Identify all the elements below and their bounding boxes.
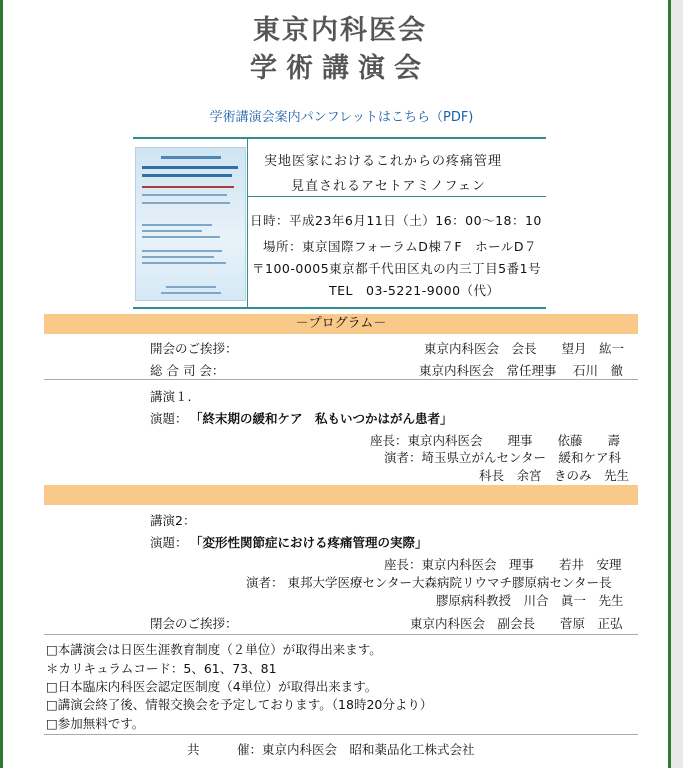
- title-line-1: 東京内科医会: [253, 15, 427, 46]
- lecture-address: 〒100-0005東京都千代田区丸の内三丁目5番1号: [252, 261, 542, 276]
- page-title: [200, 12, 480, 88]
- lecture1-speaker-affiliation: 演者：埼玉県立がんセンター 緩和ケア科: [384, 450, 622, 465]
- lecture-datetime: 日時：平成23年6月11日（土）16：00〜18：10: [250, 213, 542, 228]
- note-item: □参加無料です。: [46, 716, 145, 731]
- mc-person: 東京内科医会 常任理事 石川 徹: [419, 363, 623, 378]
- lecture1-speaker-name: 科長 余宮 きのみ 先生: [479, 468, 630, 483]
- opening-greeting-label: 開会のご挨拶：: [150, 341, 238, 356]
- note-item: □講演会終了後、情報交換会を予定しております。（18時20分より）: [46, 697, 433, 712]
- lecture-venue: 場所：東京国際フォーラムD棟７F ホールD７: [263, 239, 537, 254]
- note-item: □日本臨床内科医会認定医制度（4単位）が取得出来ます。: [46, 679, 378, 694]
- closing-greeting-label: 閉会のご挨拶：: [150, 616, 238, 631]
- lecture2-title-label: 演題：: [150, 535, 188, 550]
- lecture2-speaker-name: 膠原病科教授 川合 眞一 先生: [436, 593, 624, 608]
- lecture2-label: 講演2：: [150, 513, 196, 528]
- info-horizontal-rule: [247, 196, 546, 197]
- pdf-pamphlet-link[interactable]: 学術講演会案内パンフレットはこちら（PDF): [209, 110, 474, 125]
- pamphlet-thumbnail-image[interactable]: [135, 147, 246, 301]
- title-line-2: 学術講演会: [250, 53, 430, 84]
- opening-greeting-person: 東京内科医会 会長 望月 紘一: [424, 341, 625, 356]
- program-divider: [44, 379, 638, 380]
- lecture1-chair: 座長：東京内科医会 理事 依藤 壽: [370, 433, 621, 448]
- lecture1-label: 講演１.: [150, 389, 192, 404]
- note-item: ＊カリキュラムコード：5、61、73、81: [46, 661, 277, 676]
- lecture2-chair: 座長：東京内科医会 理事 若井 安理: [384, 557, 622, 572]
- info-vertical-rule: [247, 139, 248, 307]
- lecture-title-line-1: 実地医家におけるこれからの疼痛管理: [264, 154, 503, 169]
- notes-box: [44, 634, 638, 735]
- lecture-title-line-2: 見直されるアセトアミノフェン: [291, 179, 486, 194]
- lecture1-title-label: 演題：: [150, 411, 188, 426]
- lecture-info-box: [133, 137, 546, 309]
- closing-greeting-person: 東京内科医会 副会長 菅原 正弘: [410, 616, 623, 631]
- lecture2-speaker-affiliation: 演者： 東邦大学医療センター大森病院リウマチ膠原病センター長: [246, 575, 612, 590]
- program-heading: －プログラム－: [44, 314, 638, 334]
- lecture-tel: TEL 03-5221-9000（代）: [329, 283, 500, 298]
- note-item: □本講演会は日医生涯教育制度（２単位）が取得出来ます。: [46, 642, 382, 657]
- co-sponsors: 共 催：東京内科医会 昭和薬品化工株式会社: [187, 742, 475, 757]
- mc-label: 総 合 司 会：: [150, 363, 225, 378]
- lecture1-title: 「終末期の緩和ケア 私もいつかはがん患者」: [190, 411, 453, 426]
- lecture2-title: 「変形性関節症における疼痛管理の実際」: [190, 535, 428, 550]
- section-band: [44, 485, 638, 505]
